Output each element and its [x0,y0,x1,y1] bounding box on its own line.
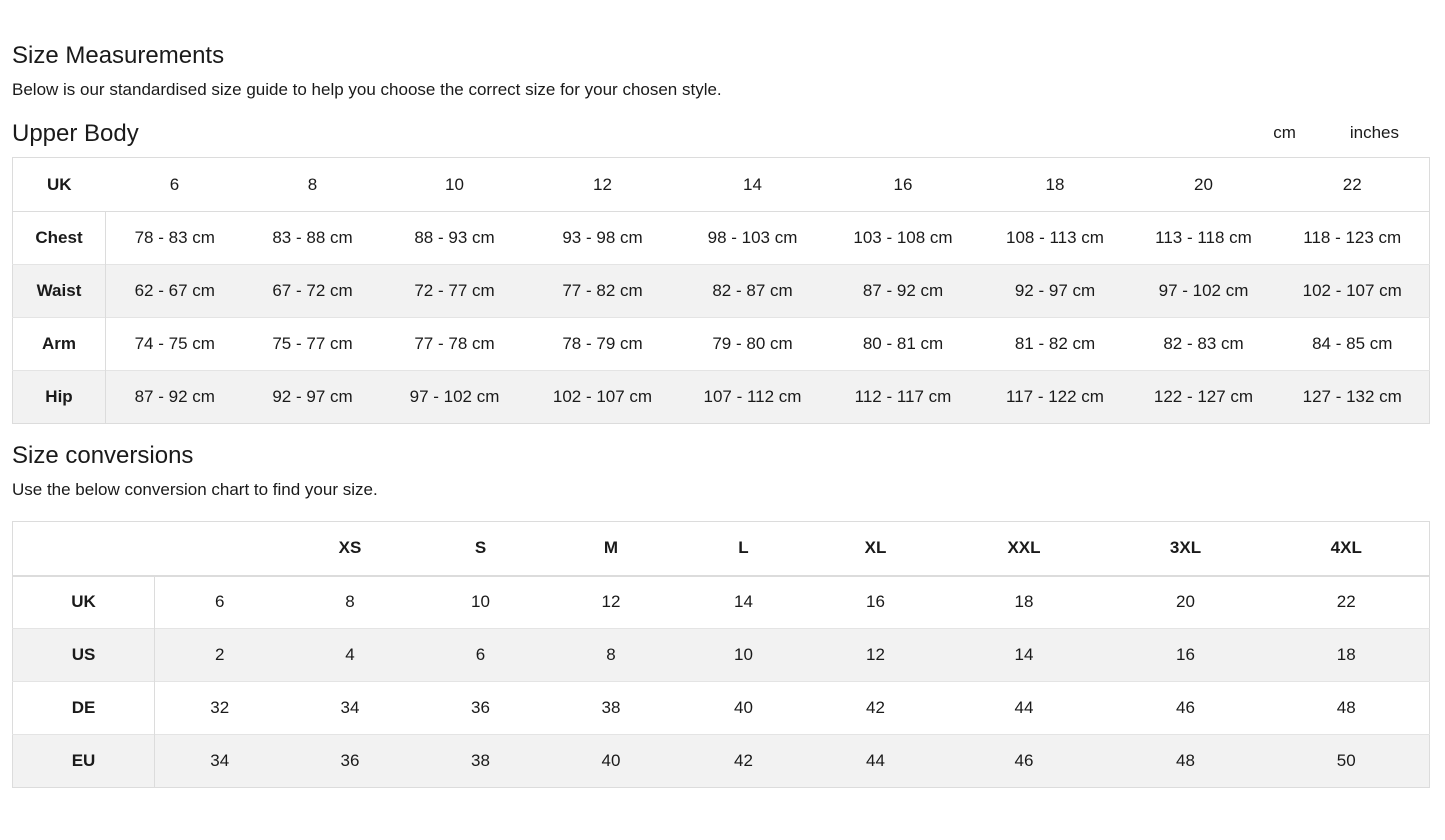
conversion-cell: 4 [345,645,355,664]
size-label-header [155,522,285,576]
size-conversions-table [12,521,1430,788]
conversion-cell: 42 [866,698,885,717]
conversion-cell: 12 [866,645,885,664]
size-label-header [13,522,155,576]
measurement-cell: 82 - 87 cm [712,281,793,300]
measurement-label: Arm [13,318,106,371]
conversion-cell: 48 [1336,698,1356,717]
size-label-header: M [603,538,619,558]
measurement-cell: 108 - 113 cm [1006,228,1104,247]
unit-inches-toggle[interactable]: inches [1349,123,1399,142]
measurement-label: Waist [13,265,106,318]
conversion-cell: 34 [210,751,230,770]
measurement-label: Hip [13,371,106,424]
measurement-cell: 98 - 103 cm [707,228,798,247]
size-conversions-description: Use the below conversion chart to find your size. [12,480,378,499]
measurement-cell: 122 - 127 cm [1153,387,1254,406]
measurement-cell: 107 - 112 cm [703,387,802,406]
page-title: Size Measurements [12,42,225,69]
conversion-header-row [13,522,1430,576]
conversion-cell: 44 [1014,698,1034,717]
size-column-header: 6 [106,158,244,212]
conversion-cell: 10 [734,645,753,664]
size-label-header: 4XL [1330,538,1362,558]
conversion-cell: 48 [1176,751,1195,770]
measurement-cell: 77 - 78 cm [414,334,495,353]
measurement-cell: 77 - 82 cm [562,281,643,300]
conversion-cell: 16 [1176,645,1195,664]
size-column-header: 18 [979,158,1132,212]
size-label-header: XXL [1007,538,1041,558]
conversion-cell: 44 [866,751,885,770]
size-column-header: 10 [382,158,528,212]
size-column-header: 12 [528,158,678,212]
unit-cm-toggle[interactable]: cm [1273,123,1296,142]
size-column-header: 16 [828,158,979,212]
conversion-cell: 22 [1336,592,1356,612]
conversion-row-us [13,629,1430,682]
size-column-header: 8 [244,158,382,212]
upper-body-header-row [13,158,1430,212]
measurement-cell: 75 - 77 cm [272,334,353,353]
measurement-cell: 80 - 81 cm [862,334,944,353]
region-label: DE [13,682,155,735]
measurement-cell: 117 - 122 cm [1006,387,1104,406]
upper-body-heading: Upper Body [12,120,139,147]
measurement-cell: 92 - 97 cm [272,387,353,406]
conversion-cell: 10 [471,592,490,612]
conversion-row-eu [13,735,1430,788]
measurement-cell: 97 - 102 cm [1158,281,1249,300]
conversion-cell: 8 [606,645,616,664]
conversion-cell: 14 [734,592,753,612]
uk-size-header: UK [13,158,106,212]
measurement-cell: 62 - 67 cm [134,281,215,300]
page-description: Below is our standardised size guide to help you choose the correct size for your chosen style. [12,80,722,99]
measurement-row-waist [13,265,1430,318]
region-label: EU [13,735,155,788]
measurement-cell: 78 - 83 cm [134,228,215,247]
conversion-cell: 34 [340,698,360,717]
conversion-cell: 20 [1176,592,1195,612]
measurement-cell: 74 - 75 cm [134,334,215,353]
measurement-cell: 118 - 123 cm [1303,228,1402,247]
conversion-cell: 50 [1336,751,1356,770]
measurement-cell: 93 - 98 cm [562,228,643,247]
measurement-cell: 72 - 77 cm [414,281,495,300]
measurement-cell: 102 - 107 cm [1302,281,1402,300]
region-label: UK [13,576,155,629]
conversion-cell: 12 [601,592,621,612]
measurement-cell: 103 - 108 cm [853,228,953,247]
conversion-cell: 16 [866,592,885,612]
conversion-cell: 2 [215,645,225,664]
unit-switcher [1273,122,1399,144]
size-label-header: 3XL [1169,538,1202,558]
conversion-cell: 14 [1014,645,1034,664]
measurement-row-hip [13,371,1430,424]
conversion-cell: 6 [215,592,225,612]
measurement-cell: 88 - 93 cm [414,228,495,247]
upper-body-table [12,157,1430,424]
conversion-cell: 40 [734,698,753,717]
size-column-header: 22 [1276,158,1430,212]
conversion-cell: 36 [471,698,490,717]
measurement-cell: 81 - 82 cm [1014,334,1096,353]
conversion-row-de [13,682,1430,735]
measurement-cell: 87 - 92 cm [862,281,944,300]
measurement-cell: 67 - 72 cm [272,281,353,300]
measurement-cell: 127 - 132 cm [1302,387,1402,406]
size-label-header: XS [338,538,362,558]
conversion-cell: 40 [601,751,621,770]
region-label: US [13,629,155,682]
conversion-cell: 18 [1014,592,1034,612]
conversion-cell: 32 [210,698,230,717]
measurement-label: Chest [13,212,106,265]
measurement-cell: 97 - 102 cm [409,387,500,406]
conversion-cell: 42 [734,751,753,770]
measurement-cell: 79 - 80 cm [712,334,793,353]
conversion-row-uk [13,576,1430,629]
measurement-cell: 112 - 117 cm [854,387,952,406]
measurement-cell: 87 - 92 cm [134,387,215,406]
conversion-cell: 6 [475,645,486,664]
size-label-header: S [474,538,487,558]
measurement-cell: 84 - 85 cm [1312,334,1393,353]
measurement-cell: 92 - 97 cm [1014,281,1096,300]
conversion-cell: 38 [601,698,621,717]
size-label-header: XL [864,538,887,558]
size-column-header: 14 [678,158,828,212]
size-conversions-heading: Size conversions [12,442,194,469]
size-label-header: L [738,538,749,558]
conversion-cell: 36 [340,751,360,770]
measurement-cell: 83 - 88 cm [272,228,353,247]
conversion-cell: 18 [1336,645,1356,664]
conversion-cell: 38 [471,751,490,770]
conversion-cell: 46 [1014,751,1034,770]
conversion-cell: 46 [1176,698,1195,717]
measurement-cell: 82 - 83 cm [1163,334,1244,353]
conversion-cell: 8 [345,592,355,612]
measurement-cell: 78 - 79 cm [562,334,643,353]
measurement-row-chest [13,212,1430,265]
size-column-header: 20 [1132,158,1276,212]
measurement-cell: 102 - 107 cm [552,387,653,406]
measurement-row-arm [13,318,1430,371]
measurement-cell: 113 - 118 cm [1155,228,1252,247]
